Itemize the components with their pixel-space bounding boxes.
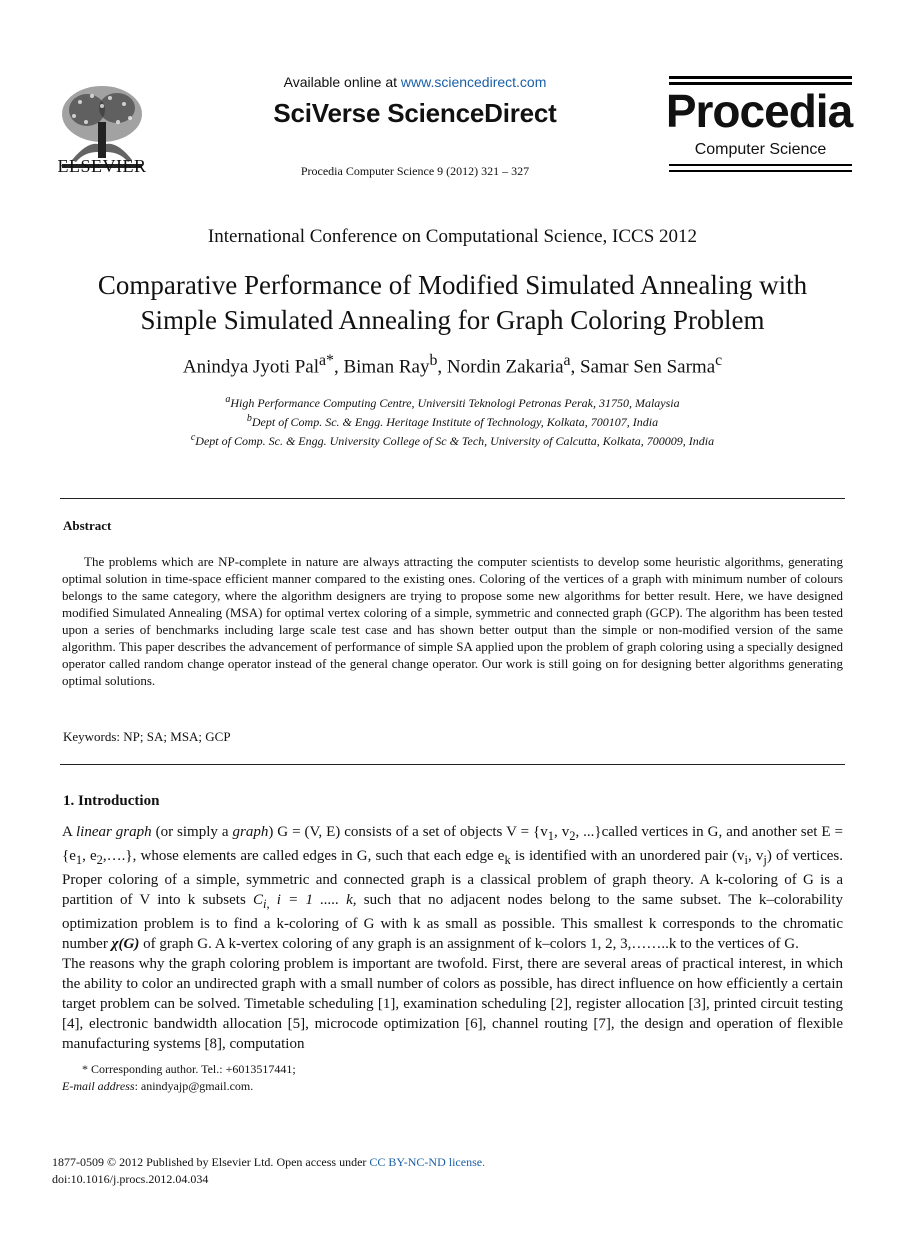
introduction-body (62, 822, 843, 1054)
copyright-line: 1877-0509 © 2012 Published by Elsevier Ltd. Open access under CC BY-NC-ND license. (52, 1155, 486, 1169)
author-marker: a* (319, 352, 334, 369)
conference-name: International Conference on Computational Science, ICCS 2012 (207, 226, 698, 247)
author-marker: a (563, 352, 571, 369)
affiliation: $^a$High Performance Computing Centre, Universiti Teknologi Petronas Perak, 31750, Malaysia (225, 394, 680, 410)
availability-line (220, 74, 610, 90)
platform-name: SciVerse ScienceDirect (273, 98, 557, 128)
author-list: Anindya Jyoti Pal$^{a*}$, Biman Ray$^b$, Nordin Zakaria$^a$, Samar Sen Sarma$^c$ (182, 352, 723, 378)
corresponding-author-note: * Corresponding author. Tel.: +6013517441; (82, 1062, 296, 1076)
keywords: Keywords: NP; SA; MSA; GCP (63, 729, 231, 744)
brand-rule-top (669, 76, 852, 79)
brand-rule-bottom-2 (669, 170, 852, 172)
procedia-logo: Procedia (665, 85, 853, 137)
abstract-heading: Abstract (63, 518, 112, 533)
sciencedirect-link[interactable]: www.sciencedirect.com (400, 74, 547, 90)
title-line-1: Comparative Performance of Modified Simulated Annealing with (97, 270, 808, 300)
procedia-subtitle: Computer Science (694, 141, 827, 158)
doi: doi:10.1016/j.procs.2012.04.034 (52, 1172, 209, 1186)
abstract-body (62, 553, 843, 689)
affiliation: $^b$Dept of Comp. Sc. & Engg. Heritage Institute of Technology, Kolkata, 700107, India (246, 413, 659, 429)
author-name: Anindya Jyoti Pal (182, 356, 320, 378)
paragraph: The reasons why the graph coloring problem is important are twofold. First, there are several areas of practical interest, in which the ability to color an undirected graph with a small number of colors as possible, has direct influence on how efficiently a certain target problem can be solved. Timetable scheduling [1], examination scheduling [2], register allocation [3], printed circuit testing [4], electronic bandwidth allocation [5], microcode optimization [6], channel routing [7], the design and operation of flexible manufacturing systems [8], computation (62, 956, 843, 1052)
journal-citation: Procedia Computer Science 9 (2012) 321 – 327 (300, 164, 530, 178)
divider-bottom (60, 764, 845, 765)
author-marker: c (715, 352, 723, 369)
page-footer (52, 1154, 852, 1188)
license-link[interactable]: CC BY-NC-ND license. (369, 1155, 486, 1169)
divider-top (60, 498, 845, 499)
brand-rule-bottom (669, 164, 852, 166)
author-marker: b (429, 352, 438, 369)
author-name: Samar Sen Sarma (580, 356, 716, 378)
abstract-text: The problems which are NP-complete in nature are always attracting the computer scientists to develop some heuristic algorithms, generating optimal solution in time-space efficient manner compared to the existing ones. Coloring of the vertices of a graph with minimum number of colours belongs to the same category, where the algorithm designers are trying to propose some new algorithms for better result. Here, we have designed modified Simulated Annealing (MSA) for optimal vertex coloring of a simple, symmetric and connected graph (GCP). The algorithm has been tested upon a series of benchmarks including large scale test case and has shown better output than the simple or non-modified version of the same algorithm. This paper describes the advancement of performance of simple SA applied upon the problem of graph coloring using a specially designed operator called random change operator instead of the general change operator. Our work is still going on for designing better algorithms generating optimal solutions. (62, 554, 843, 688)
paragraph: A linear graph (or simply a graph) G = (V, E) consists of a set of objects $V = \{v_1$, $v_2$, ...}called vertices in G, and another set $E = \{e_1$, $e_2,\dots$.}, whose elements are called edges in G, such that each edge $e_k$ is identified with an unordered pair ($v_i$, $v_j$) of vertices. Proper coloring of a simple, symmetric and connected graph is a classical problem of graph theory. A k-coloring of G is a partition of V into k subsets $C_{i,}$ i = 1 ..... k, such that no adjacent nodes belong to the same subset. The k–colorability optimization problem is to find a k-coloring of G with k as small as possible. This smallest k corresponds to the chromatic number χ(G) of graph G. A k-vertex coloring of any graph is an assignment of k–colors 1, 2, 3,……..k to the vertices of G. (62, 824, 843, 952)
footnotes (62, 1061, 843, 1095)
affiliation: $^c$Dept of Comp. Sc. & Engg. University College of Sc & Tech, University of Calcutta, Kolkata, 700009, India (190, 432, 715, 448)
email-note: E-mail address: anindyajp@gmail.com. (62, 1079, 254, 1093)
affiliations (60, 392, 845, 449)
paper-title (60, 268, 845, 338)
author-name: Nordin Zakaria (446, 356, 564, 378)
author-name: Biman Ray (343, 356, 430, 378)
section-heading: 1. Introduction (63, 793, 160, 809)
title-line-2: Simple Simulated Annealing for Graph Coloring Problem (140, 305, 765, 335)
elsevier-wordmark: ELSEVIER (57, 156, 147, 176)
available-prefix: Available online at (283, 74, 401, 90)
